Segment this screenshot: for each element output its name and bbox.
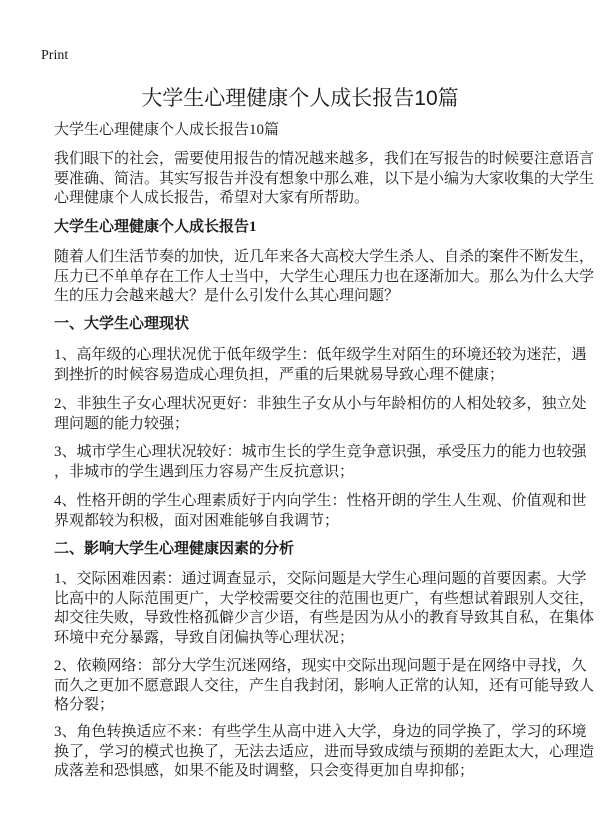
line: 换了，学习的模式也换了，无法去适应，进而导致成绩与预期的差距太大，心理造 — [54, 743, 595, 760]
line: ，非城市的学生遇到压力容易产生反抗意识； — [54, 463, 355, 480]
line: 界观都较为积极，面对困难能够自我调节； — [54, 512, 340, 529]
line: 格分裂； — [54, 697, 115, 713]
line: 我们眼下的社会，需要使用报告的情况越来越多，我们在写报告的时候要注意语言 — [54, 151, 595, 167]
line: 而久之更加不愿意跟人交往，产生自我封闭，影响人正常的认知，还有可能导致人 — [54, 677, 595, 694]
line: 压力已不单单存在工作人士当中，大学生心理压力也在逐渐加大。那么为什么大学 — [54, 268, 595, 285]
line: 成落差和恐惧感，如果不能及时调整，只会变得更加自卑抑郁； — [54, 763, 475, 779]
list-item — [54, 723, 595, 782]
line: 1、交际困难因素：通过调查显示，交际问题是大学生心理问题的首要因素。大学 — [54, 571, 587, 587]
list-item — [54, 492, 587, 531]
subheading-factors: 二、影响大学生心理健康因素的分析 — [54, 541, 295, 557]
line: 3、城市学生心理状况较好：城市生长的学生竞争意识强，承受压力的能力也较强 — [54, 444, 587, 460]
list-item — [54, 346, 587, 385]
line: 3、角色转换适应不来：有些学生从高中进入大学，身边的同学换了，学习的环境 — [54, 724, 587, 740]
line: 却交往失败，导致性格孤僻少言少语，有些是因为从小的教育导致其自私，在集体 — [54, 610, 595, 626]
line: 心理健康个人成长报告，希望对大家有所帮助。 — [54, 190, 370, 206]
subtitle: 大学生心理健康个人成长报告10篇 — [54, 122, 280, 138]
page-title: 大学生心理健康个人成长报告10篇 — [141, 87, 459, 110]
section-intro-paragraph — [54, 248, 595, 307]
line: 2、非独生子女心理状况更好：非独生子女从小与年龄相仿的人相处较多，独立处 — [54, 396, 587, 412]
line: 4、性格开朗的学生心理素质好于内向学生：性格开朗的学生人生观、价值观和世 — [54, 493, 587, 509]
line: 理问题的能力较强； — [54, 415, 190, 432]
line: 环境中充分暴露，导致自闭偏执等心理状况； — [54, 629, 355, 646]
print-link[interactable]: Print — [41, 48, 69, 63]
list-item — [54, 657, 595, 716]
line: 生的压力会越来越大？是什么引发什么其心理问题？ — [54, 288, 400, 304]
line: 到挫折的时候容易造成心理负担，严重的后果就易导致心理不健康； — [54, 366, 505, 383]
list-item — [54, 395, 587, 434]
list-item — [54, 570, 595, 648]
intro-paragraph — [54, 150, 595, 209]
line: 1、高年级的心理状况优于低年级学生：低年级学生对陌生的环境还较为迷茫，遇 — [54, 347, 587, 363]
subheading-status: 一、大学生心理现状 — [54, 316, 190, 332]
line: 随着人们生活节奏的加快，近几年来各大高校大学生杀人、自杀的案件不断发生， — [54, 249, 595, 265]
list-item — [54, 443, 587, 482]
line: 比高中的人际范围更广，大学校需要交往的范围也更广，有些想试着跟别人交往， — [54, 590, 595, 607]
line: 要准确、简洁。其实写报告并没有想象中那么难，以下是小编为大家收集的大学生 — [54, 170, 595, 187]
line: 2、依赖网络：部分大学生沉迷网络，现实中交际出现问题于是在网络中寻找，久 — [54, 658, 587, 674]
section-heading: 大学生心理健康个人成长报告1 — [54, 219, 257, 235]
